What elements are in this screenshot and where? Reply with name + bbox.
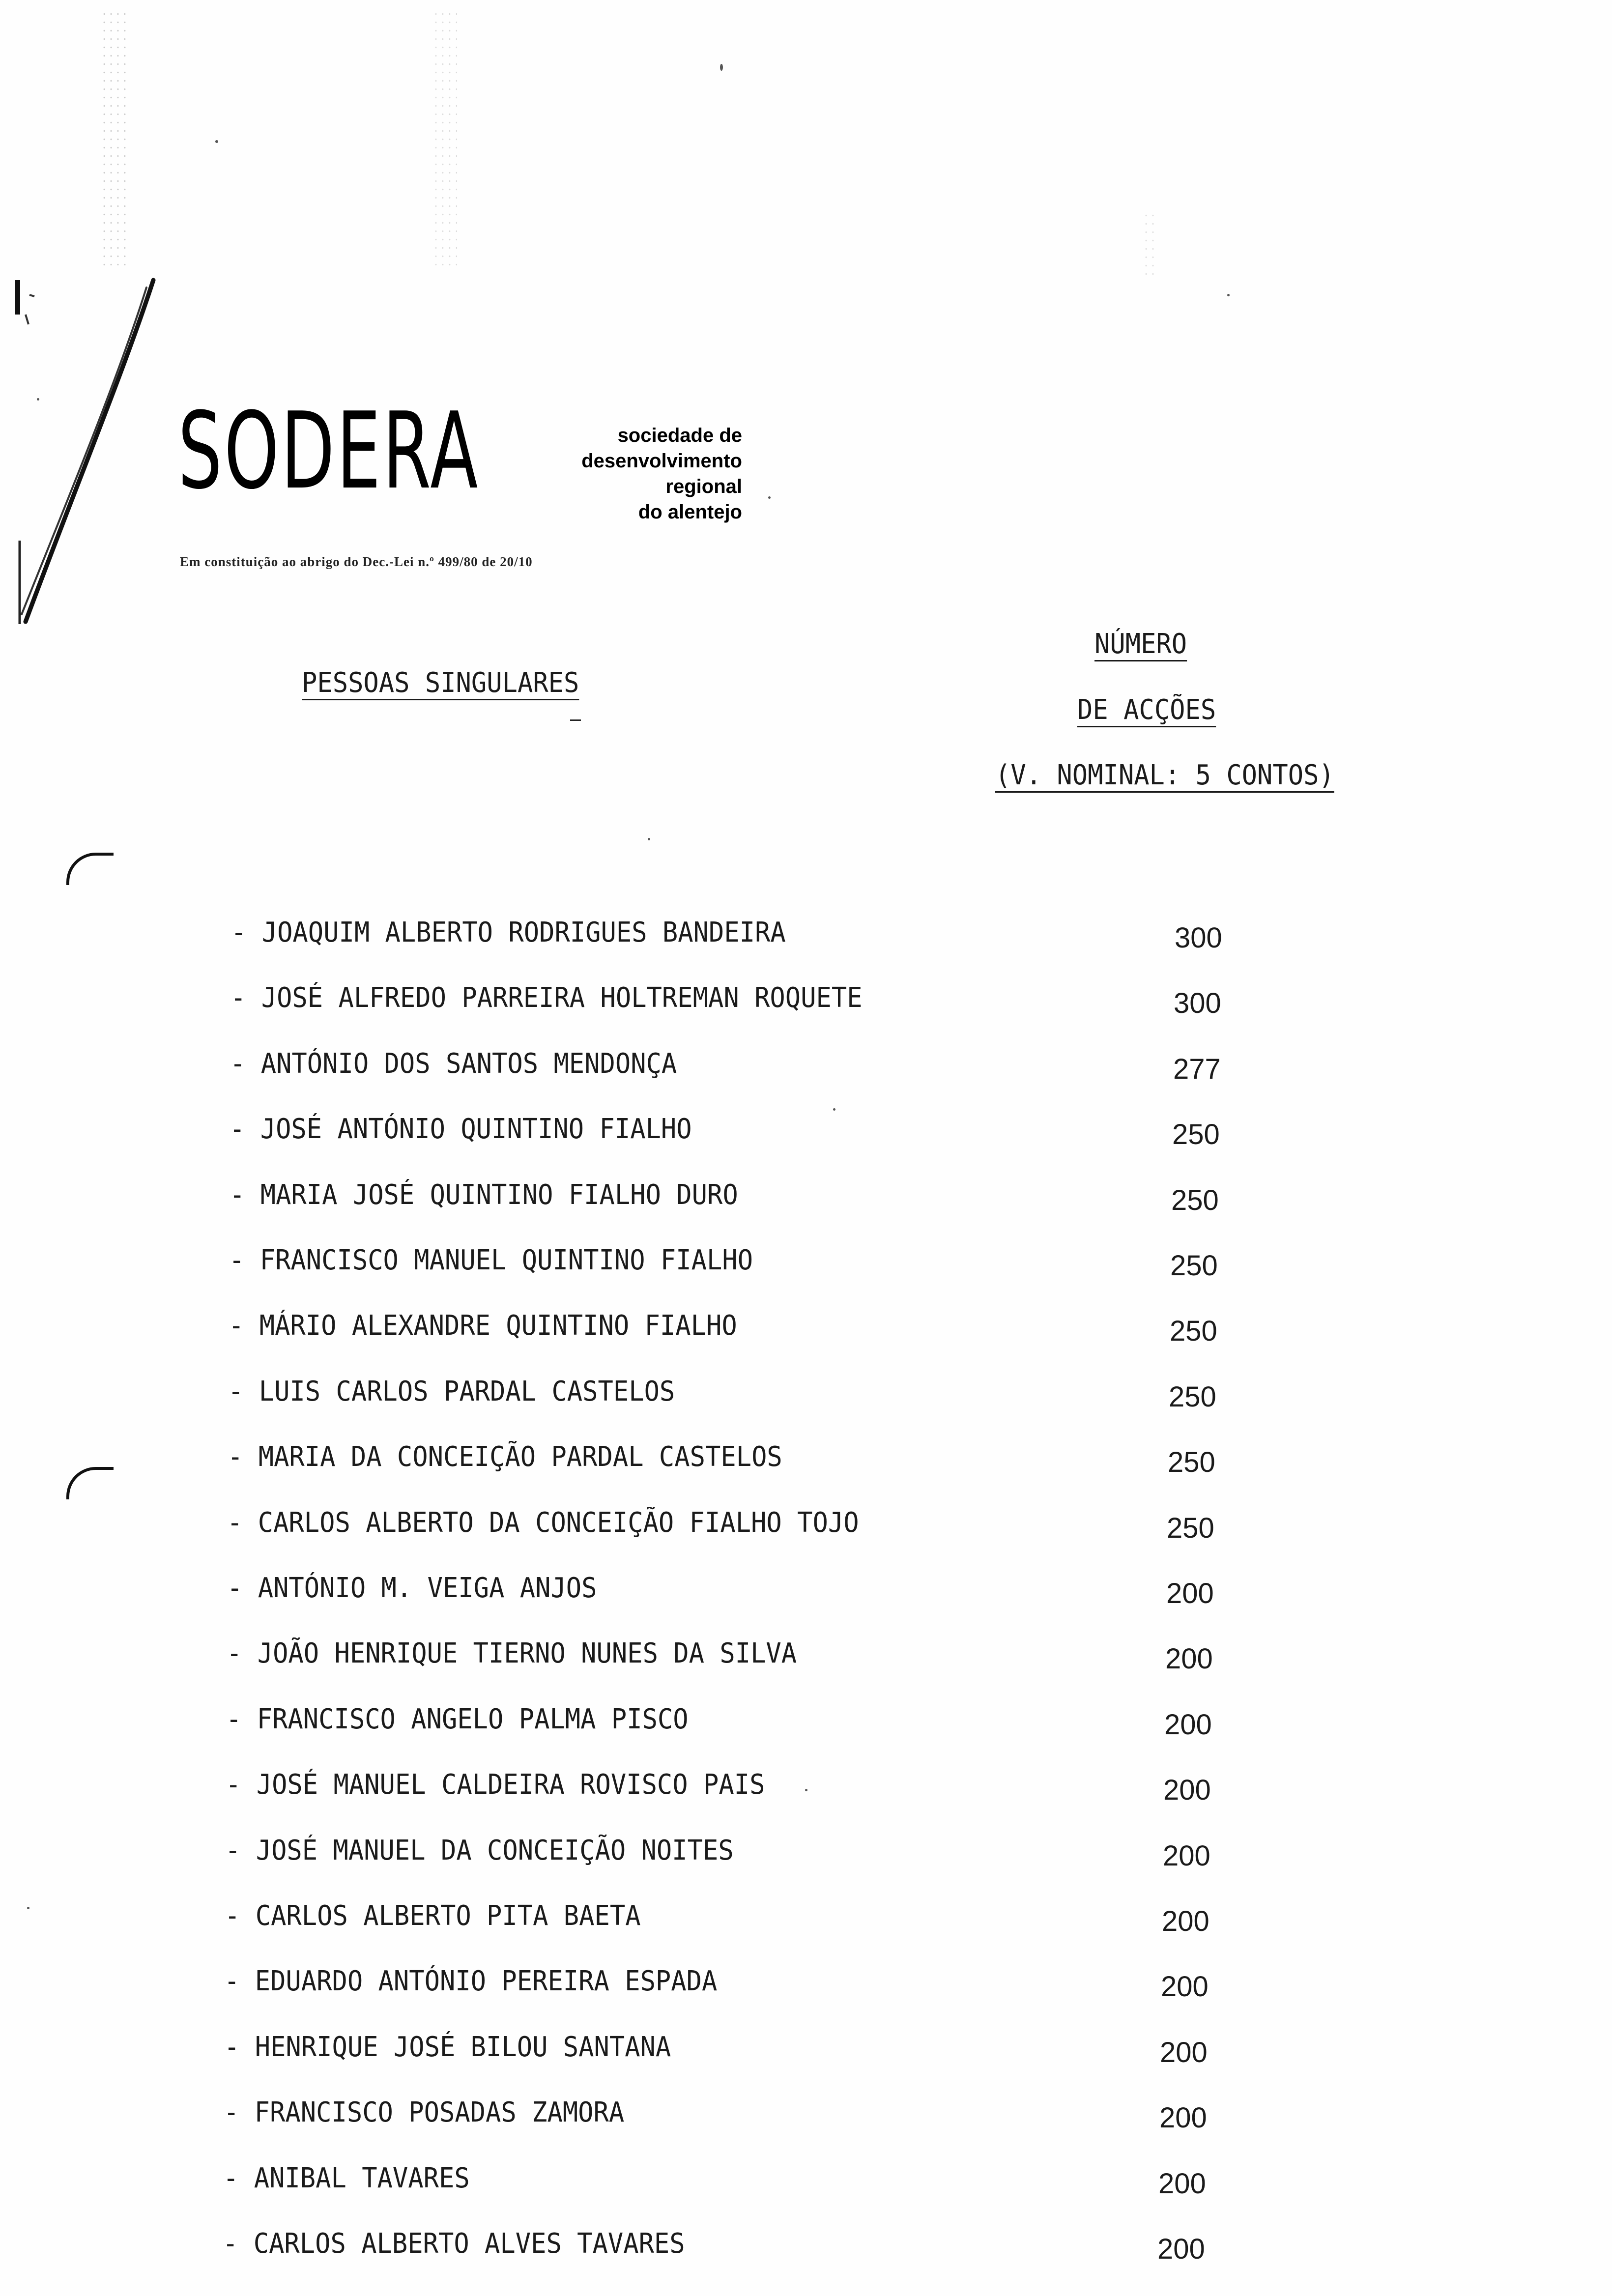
shareholder-shares: 300 [1174,987,1221,1019]
shareholder-shares: 250 [1172,1119,1220,1150]
shareholder-shares: 200 [1163,1840,1210,1872]
shareholder-shares: 250 [1171,1184,1219,1216]
section-title: PESSOAS SINGULARES [302,667,579,699]
company-tagline [531,423,742,525]
shareholder-name: - EDUARDO ANTÓNIO PEREIRA ESPADA [224,1965,718,1997]
scan-speck [37,398,39,401]
shareholder-name: - CARLOS ALBERTO ALVES TAVARES [223,2228,685,2260]
scan-noise [432,10,457,265]
shareholder-shares: 200 [1161,1971,1209,2003]
shareholder-name: - FRANCISCO POSADAS ZAMORA [224,2096,625,2128]
column-header-line1: NÚMERO [1094,628,1187,660]
tagline-line: do alentejo [638,501,742,523]
tagline-line: regional [665,476,742,497]
shareholder-name: - LUIS CARLOS PARDAL CASTELOS [228,1376,675,1407]
shareholder-shares: 200 [1162,1905,1209,1937]
scan-speck [1227,294,1230,296]
shareholder-name: - JOSÉ ALFREDO PARREIRA HOLTREMAN ROQUETE [230,982,863,1014]
shareholder-name: - ANIBAL TAVARES [223,2162,470,2194]
shareholder-name: - JOSÉ ANTÓNIO QUINTINO FIALHO [230,1113,692,1145]
scan-speck [768,496,771,499]
shareholder-shares: 200 [1158,2168,1206,2200]
typed-dash-mark [570,719,581,721]
scan-noise [101,10,130,265]
shareholder-shares: 200 [1166,1578,1214,1609]
shareholder-shares: 200 [1163,1774,1211,1806]
scan-speck [648,838,650,840]
shareholder-shares: 300 [1175,922,1222,954]
shareholder-shares: 250 [1170,1315,1217,1347]
shareholder-shares: 250 [1168,1446,1215,1478]
shareholder-shares: 200 [1159,2102,1207,2134]
shareholder-name: - HENRIQUE JOSÉ BILOU SANTANA [224,2031,671,2063]
shareholder-shares: 200 [1157,2233,1205,2265]
tagline-line: sociedade de [617,425,742,446]
margin-bracket-mark [66,1467,114,1499]
column-header-line2: DE ACÇÕES [1077,694,1216,726]
shareholder-shares: 200 [1164,1709,1212,1741]
shareholder-name: - MÁRIO ALEXANDRE QUINTINO FIALHO [229,1310,737,1342]
shareholder-name: - FRANCISCO ANGELO PALMA PISCO [226,1703,689,1735]
shareholder-name: - MARIA DA CONCEIÇÃO PARDAL CASTELOS [228,1441,782,1473]
scan-speck [215,140,218,143]
shareholder-name: - JOSÉ MANUEL CALDEIRA ROVISCO PAIS [226,1769,765,1801]
scan-speck [720,64,723,71]
shareholder-shares: 250 [1169,1381,1216,1413]
tagline-line: desenvolvimento [581,450,742,472]
shareholder-shares: 250 [1170,1250,1218,1282]
scan-noise [1143,211,1157,275]
shareholder-name: - MARIA JOSÉ QUINTINO FIALHO DURO [230,1179,738,1211]
scan-speck [27,1907,29,1909]
shareholder-shares: 200 [1165,1643,1213,1675]
shareholder-name: - FRANCISCO MANUEL QUINTINO FIALHO [229,1244,753,1276]
margin-bracket-mark [66,853,114,885]
shareholder-name: - CARLOS ALBERTO PITA BAETA [225,1900,641,1932]
column-header-line3: (V. NOMINAL: 5 CONTOS) [995,759,1334,791]
shareholder-name: - CARLOS ALBERTO DA CONCEIÇÃO FIALHO TOJO [227,1507,859,1539]
shareholder-shares: 250 [1167,1512,1214,1544]
shareholder-shares: 200 [1160,2037,1208,2068]
shareholder-name: - JOÃO HENRIQUE TIERNO NUNES DA SILVA [227,1637,797,1669]
scan-speck [833,1108,835,1111]
shareholder-shares: 277 [1173,1053,1221,1085]
constitution-notice: Em constituição ao abrigo do Dec.-Lei n.º 499/80 de 20/10 [180,554,533,569]
shareholder-name: - ANTÓNIO DOS SANTOS MENDONÇA [230,1048,677,1080]
shareholder-name: - JOAQUIM ALBERTO RODRIGUES BANDEIRA [231,917,786,948]
company-logo: SODERA [178,389,480,513]
scan-speck [805,1789,807,1791]
shareholder-name: - ANTÓNIO M. VEIGA ANJOS [227,1572,597,1604]
shareholder-name: - JOSÉ MANUEL DA CONCEIÇÃO NOITES [225,1835,734,1866]
